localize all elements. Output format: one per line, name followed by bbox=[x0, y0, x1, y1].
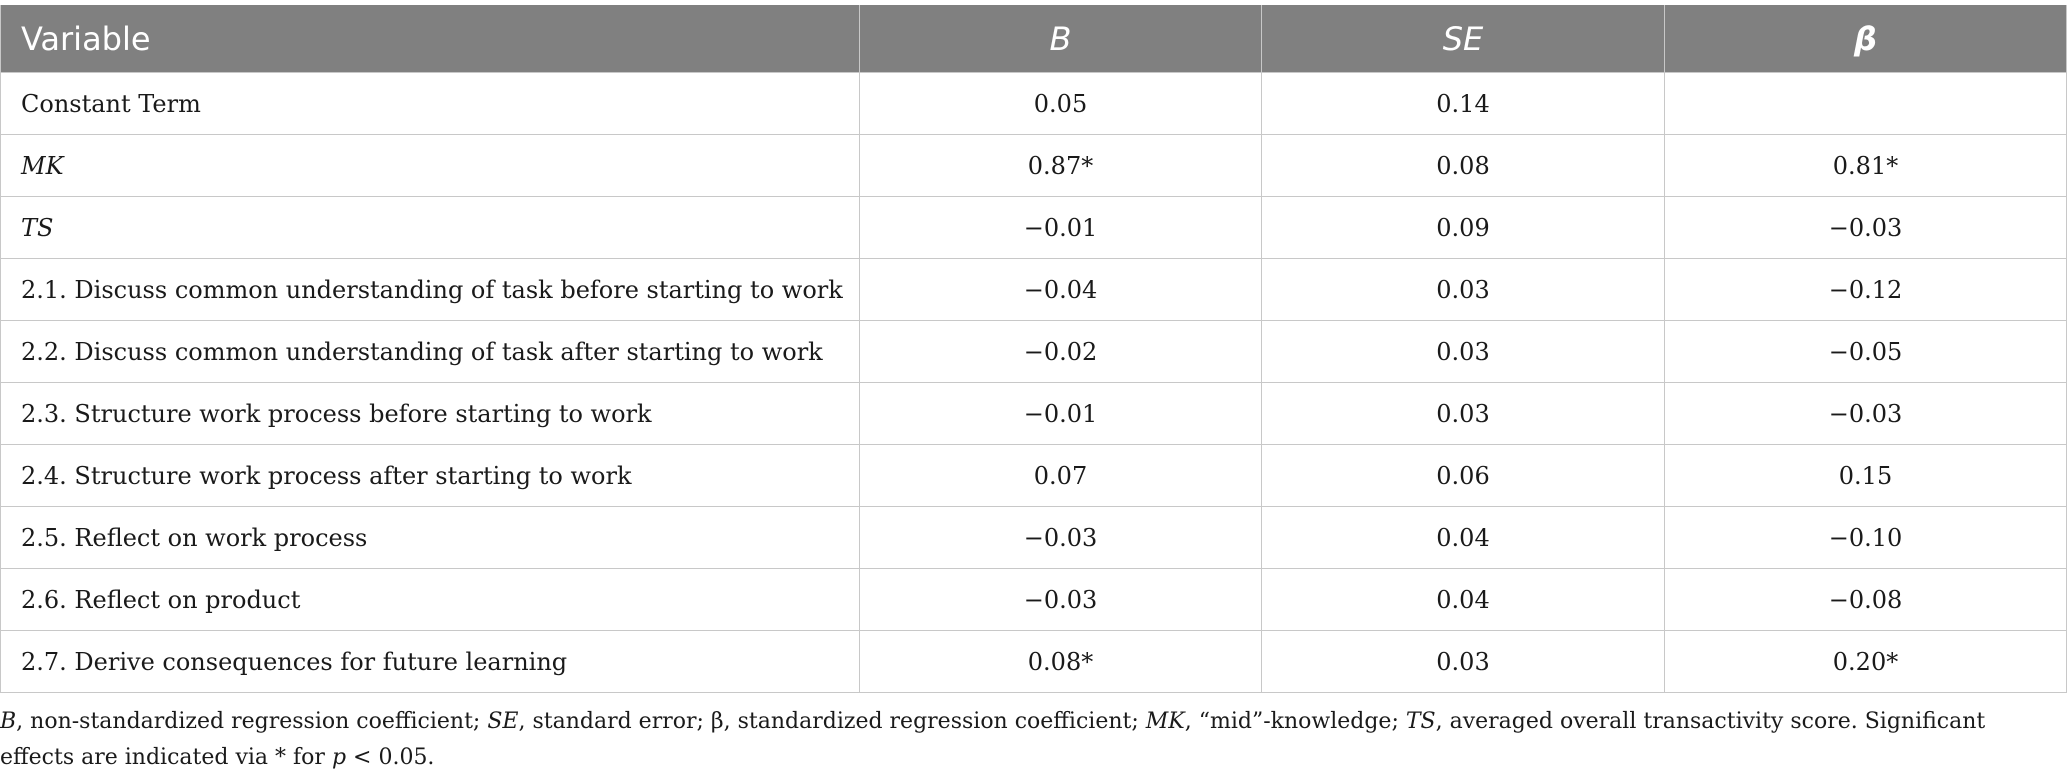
regression-table-container bbox=[0, 5, 2066, 693]
cell-variable: 2.3. Structure work process before starting to work bbox=[1, 383, 860, 445]
header-variable: Variable bbox=[1, 5, 860, 73]
cell-b: 0.87* bbox=[860, 135, 1262, 197]
cell-beta: −0.12 bbox=[1665, 259, 2067, 321]
footnote-part: , averaged overall transactivity score. Significant effects are indicated via * for bbox=[0, 709, 1986, 770]
cell-b: 0.08* bbox=[860, 631, 1262, 693]
cell-b: −0.01 bbox=[860, 197, 1262, 259]
cell-variable: 2.7. Derive consequences for future learning bbox=[1, 631, 860, 693]
cell-b: −0.04 bbox=[860, 259, 1262, 321]
table-row bbox=[1, 259, 2067, 321]
cell-beta: 0.81* bbox=[1665, 135, 2067, 197]
header-beta: β bbox=[1665, 5, 2067, 73]
table-row bbox=[1, 631, 2067, 693]
cell-se: 0.03 bbox=[1262, 383, 1665, 445]
footnote-part: MK bbox=[1145, 709, 1185, 734]
cell-variable: MK bbox=[1, 135, 860, 197]
cell-beta bbox=[1665, 73, 2067, 135]
cell-se: 0.09 bbox=[1262, 197, 1665, 259]
table-footnote bbox=[0, 704, 2040, 776]
regression-table bbox=[0, 5, 2067, 693]
footnote-part: , non-standardized regression coefficient; bbox=[16, 709, 488, 734]
cell-beta: −0.10 bbox=[1665, 507, 2067, 569]
cell-b: −0.02 bbox=[860, 321, 1262, 383]
cell-b: 0.05 bbox=[860, 73, 1262, 135]
cell-se: 0.06 bbox=[1262, 445, 1665, 507]
cell-beta: 0.15 bbox=[1665, 445, 2067, 507]
table-row bbox=[1, 507, 2067, 569]
cell-se: 0.03 bbox=[1262, 321, 1665, 383]
cell-b: −0.01 bbox=[860, 383, 1262, 445]
footnote-part: , “mid”-knowledge; bbox=[1184, 709, 1406, 734]
cell-se: 0.08 bbox=[1262, 135, 1665, 197]
cell-se: 0.03 bbox=[1262, 259, 1665, 321]
header-b: B bbox=[860, 5, 1262, 73]
cell-variable: 2.6. Reflect on product bbox=[1, 569, 860, 631]
footnote-part: , standard error; β, standardized regression coefficient; bbox=[518, 709, 1146, 734]
table-row bbox=[1, 73, 2067, 135]
cell-variable: 2.4. Structure work process after starting to work bbox=[1, 445, 860, 507]
cell-se: 0.14 bbox=[1262, 73, 1665, 135]
footnote-part: < 0.05. bbox=[346, 745, 435, 770]
cell-variable: 2.5. Reflect on work process bbox=[1, 507, 860, 569]
table-row bbox=[1, 197, 2067, 259]
cell-se: 0.03 bbox=[1262, 631, 1665, 693]
cell-variable: 2.2. Discuss common understanding of task after starting to work bbox=[1, 321, 860, 383]
cell-b: −0.03 bbox=[860, 569, 1262, 631]
cell-beta: −0.05 bbox=[1665, 321, 2067, 383]
cell-b: 0.07 bbox=[860, 445, 1262, 507]
cell-b: −0.03 bbox=[860, 507, 1262, 569]
table-body bbox=[1, 73, 2067, 693]
table-header-row bbox=[1, 5, 2067, 73]
cell-beta: −0.03 bbox=[1665, 197, 2067, 259]
cell-variable: TS bbox=[1, 197, 860, 259]
footnote-part: SE bbox=[487, 709, 519, 734]
table-row bbox=[1, 445, 2067, 507]
cell-variable: Constant Term bbox=[1, 73, 860, 135]
cell-beta: −0.03 bbox=[1665, 383, 2067, 445]
cell-beta: 0.20* bbox=[1665, 631, 2067, 693]
table-row bbox=[1, 321, 2067, 383]
footnote-part: B bbox=[0, 709, 17, 734]
table-row bbox=[1, 383, 2067, 445]
cell-se: 0.04 bbox=[1262, 569, 1665, 631]
cell-se: 0.04 bbox=[1262, 507, 1665, 569]
footnote-part: TS bbox=[1405, 709, 1436, 734]
cell-beta: −0.08 bbox=[1665, 569, 2067, 631]
header-se: SE bbox=[1262, 5, 1665, 73]
table-row bbox=[1, 135, 2067, 197]
footnote-part: p bbox=[331, 745, 347, 770]
table-row bbox=[1, 569, 2067, 631]
cell-variable: 2.1. Discuss common understanding of task before starting to work bbox=[1, 259, 860, 321]
